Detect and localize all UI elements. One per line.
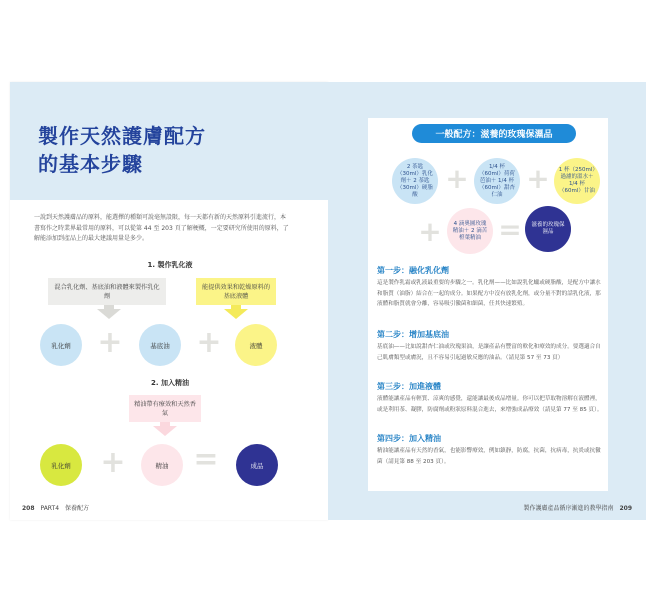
step2-text: 基底油——比如說甜杏仁油或玫瑰果油，是讓產品有豐富的軟化和療效的成分。要選適合自己肌膚類型或膚況，且不容易引起過敏反應的油品。（請見第 57 至 73 頁） bbox=[377, 344, 601, 361]
section1-liquid-arrow-icon bbox=[224, 305, 248, 319]
left-section-label: PART4 保養配方 bbox=[40, 505, 90, 512]
step3-title: 第三步：加進液體 bbox=[377, 382, 441, 391]
step2-title: 第二步：增加基底油 bbox=[377, 330, 449, 339]
base-oil-circle: 基底油 bbox=[139, 324, 181, 366]
emulsion-circle: 乳化劑 bbox=[40, 444, 82, 486]
step1-title: 第一步：融化乳化劑 bbox=[377, 266, 449, 275]
recipe-result-circle: 滋養的玫瑰保濕品 bbox=[525, 206, 571, 252]
section1-liquid-note-box: 能提供效果和乾燥原料的基底液體 bbox=[196, 278, 276, 305]
essential-oil-circle: 精油 bbox=[141, 444, 183, 486]
plus-icon: + bbox=[196, 325, 222, 360]
equals-icon: = bbox=[498, 213, 522, 246]
right-footer-label: 製作護膚產品循序漸進的教學指南 bbox=[523, 505, 614, 512]
recipe-card-title: 一般配方：滋養的玫瑰保濕品 bbox=[412, 124, 576, 143]
section2-arrow-icon bbox=[153, 422, 177, 436]
plus-icon: + bbox=[445, 162, 469, 195]
product-circle: 成品 bbox=[236, 444, 278, 486]
recipe-oil-circle: 1/4 杯（60ml）荷荷芭油＋ 1/4 杯（60ml）甜杏仁油 bbox=[474, 158, 520, 204]
intro-paragraph: 一說到天然護膚品的原料，能選擇的種類可說毫無設限，每一天都有新的天然原料引進流行，本書寫作之時業界最常用的原料，可以從第 44 至 203 頁了解梗概，一定要研究所使用的原料，了解能添加到產品上的最大建議用量是多少。 bbox=[34, 214, 289, 242]
plus-icon: + bbox=[526, 162, 550, 195]
step1-text: 這是製作乳霜或乳液最重要的步驟之一。乳化劑——比如說乳化蠟或硬脂酸，是配方中讓水和脂質（油脂）結合在一起的成分。如果配方中沒有放乳化劑，或分量不對的話乳化液，那液體和脂質就會分離，容易吸引黴菌和細菌，任其快速繁殖。 bbox=[377, 280, 601, 307]
liquid-circle: 液體 bbox=[235, 324, 277, 366]
emulsifier-circle: 乳化劑 bbox=[40, 324, 82, 366]
section1-heading: 1. 製作乳化液 bbox=[147, 261, 193, 269]
step3-text: 液體能讓產品有輕質、涼爽的感覺，還能讓最後成品增量。你可以把草取物溶解在液體裡，或是利用茶、凝膠，防腐劑或粉狀原料混合進去，來增強成品療效（請見第 77 至 85 頁）。 bbox=[377, 396, 603, 413]
section1-arrow-icon bbox=[97, 305, 121, 319]
section2-note-box: 精油帶有療效和天然香氣 bbox=[129, 395, 201, 422]
page-title-line2: 的基本步驟 bbox=[38, 152, 143, 176]
recipe-emulsifier-circle: 2 茶匙（30ml）乳化劑＋ 2 茶匙（30ml）硬脂酸 bbox=[392, 158, 438, 204]
step4-title: 第四步：加入精油 bbox=[377, 434, 441, 443]
left-footer bbox=[22, 503, 89, 512]
plus-icon: + bbox=[97, 325, 123, 360]
right-page-number: 209 bbox=[619, 505, 632, 512]
section1-note-box: 混合乳化劑、基底油和液體來製作乳化劑 bbox=[48, 278, 166, 305]
page-title-line1: 製作天然護膚配方 bbox=[38, 124, 206, 148]
equals-icon: = bbox=[193, 442, 219, 477]
step4-text: 精油能讓產品有天然的香氣，也能影響療效，例如鎮靜，防腐，抗菌，抗病毒，抗炎或抗黴菌（請見第 88 至 203 頁）。 bbox=[377, 448, 601, 465]
right-footer bbox=[480, 503, 632, 512]
recipe-liquid-circle: 1 杯（250ml）過濾的溫水＋ 1/4 杯（60ml）甘油 bbox=[554, 158, 600, 204]
plus-icon: + bbox=[418, 215, 442, 248]
left-page-number: 208 bbox=[22, 505, 35, 512]
section2-heading: 2. 加入精油 bbox=[151, 379, 189, 387]
recipe-essential-oil-circle: 4 滴奧圖玫瑰精油＋ 2 滴苦橙葉精油 bbox=[447, 208, 493, 254]
plus-icon: + bbox=[100, 445, 126, 480]
